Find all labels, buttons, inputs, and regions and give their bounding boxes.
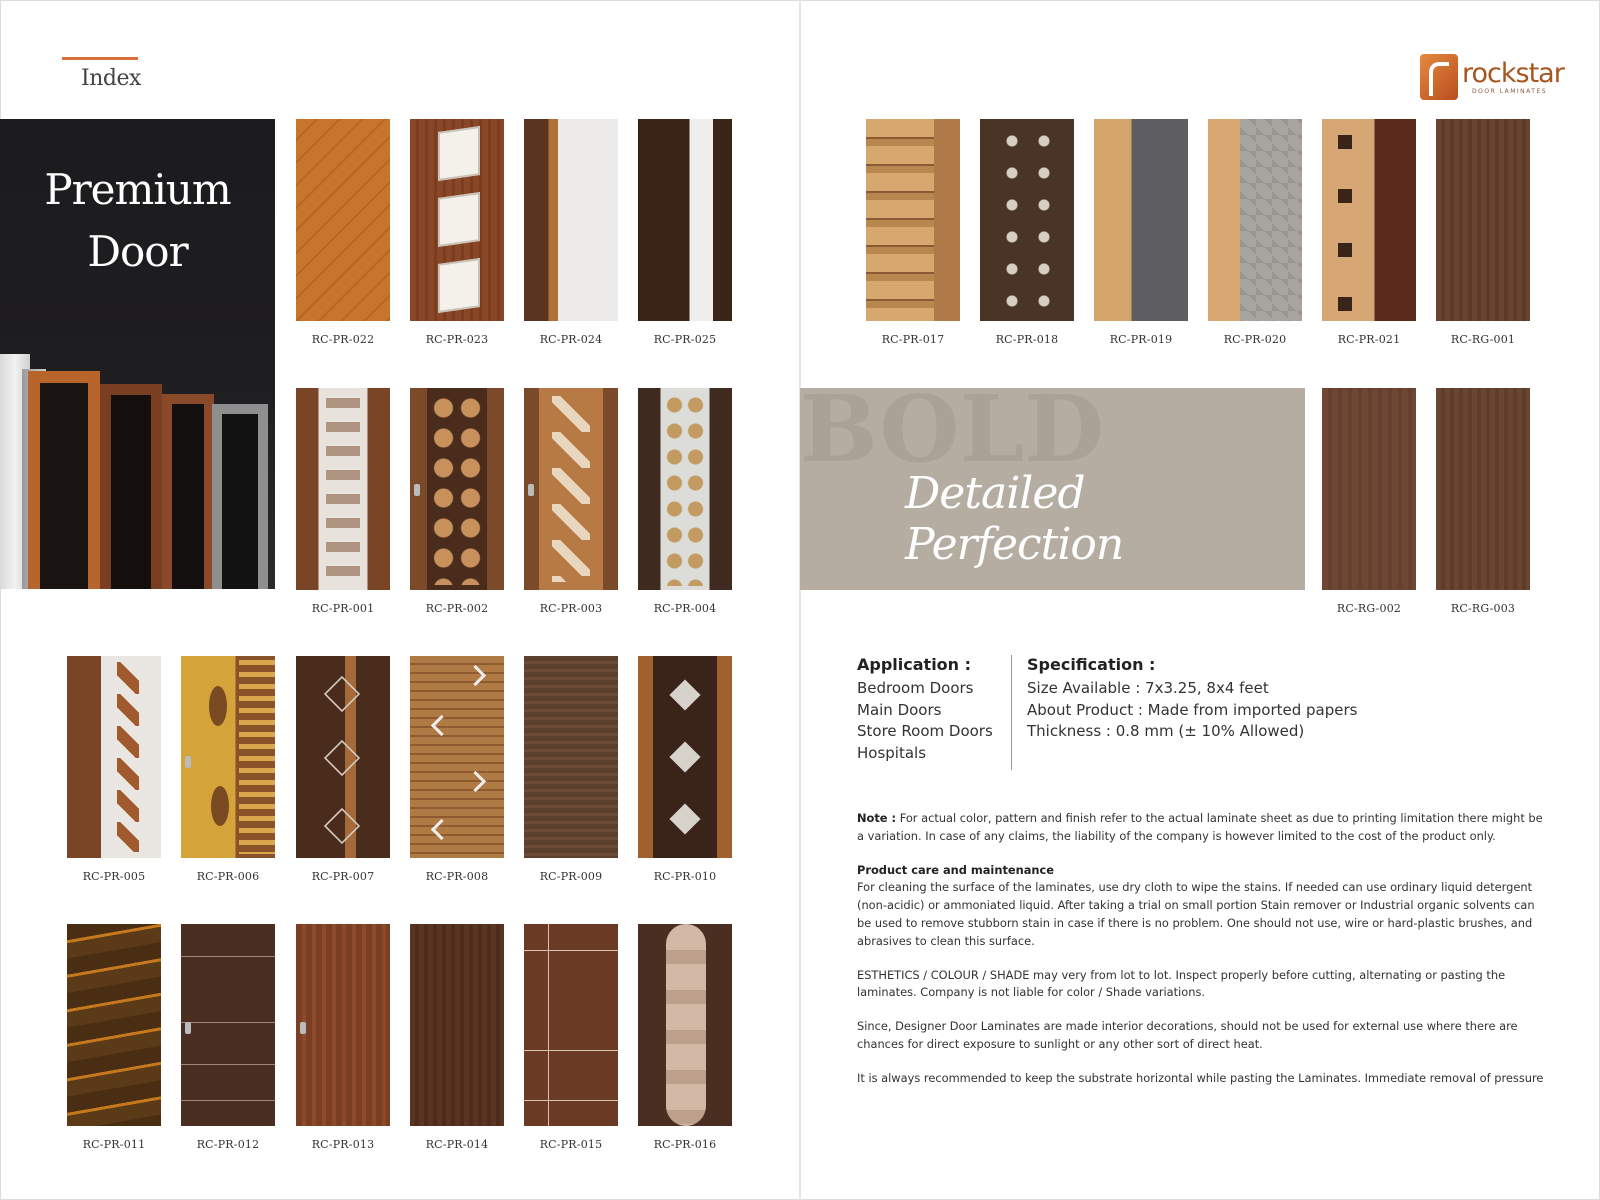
hero-door-oak <box>28 371 100 589</box>
tile-label: RC-PR-020 <box>1223 333 1287 346</box>
door-handle <box>185 756 191 768</box>
door-handle <box>414 484 420 496</box>
diamond-chain <box>117 662 139 852</box>
chevron-icon <box>431 819 452 840</box>
square-dot-pattern <box>996 125 1060 315</box>
tile-label: RC-PR-013 <box>311 1138 375 1151</box>
laminate-swatch-rc-pr-017[interactable] <box>866 119 960 321</box>
note-text: For actual color, pattern and finish refer to the actual laminate sheet as due to printing limitation there might be a variation. In case of any claims, the liability of the company is however limited to the cost of the product only. <box>857 811 1543 843</box>
application-item: Hospitals <box>857 743 927 762</box>
tile-label: RC-PR-001 <box>311 602 375 615</box>
laminate-swatch-rc-pr-010[interactable] <box>638 656 732 858</box>
door-handle <box>528 484 534 496</box>
bamboo-panel-1 <box>438 126 480 181</box>
laminate-swatch-rc-pr-025[interactable] <box>638 119 732 321</box>
floral-pattern <box>664 392 706 586</box>
laminate-swatch-rc-pr-022[interactable] <box>296 119 390 321</box>
laminate-swatch-rc-pr-012[interactable] <box>181 924 275 1126</box>
substrate-paragraph: It is always recommended to keep the substrate horizontal while pasting the Laminates. Immediate removal of pressure <box>857 1070 1544 1085</box>
laminate-swatch-rc-pr-007[interactable] <box>296 656 390 858</box>
specification-heading: Specification : <box>1027 655 1156 674</box>
tile-label: RC-PR-024 <box>539 333 603 346</box>
door-handle <box>185 1022 191 1034</box>
laminate-swatch-rc-pr-020[interactable] <box>1208 119 1302 321</box>
diamond-ornament <box>669 679 700 710</box>
tile-label: RC-RG-001 <box>1450 333 1516 346</box>
square-ornament <box>1338 189 1352 203</box>
hero-title-line1: Premium <box>44 165 231 214</box>
stripe-bars <box>239 660 275 854</box>
specification-item: About Product : Made from imported papers <box>1027 700 1358 719</box>
laminate-swatch-rc-pr-009[interactable] <box>524 656 618 858</box>
care-notes <box>857 810 1545 1104</box>
laminate-swatch-rc-pr-023[interactable] <box>410 119 504 321</box>
tile-label: RC-RG-002 <box>1336 602 1402 615</box>
tile-label: RC-PR-011 <box>82 1138 146 1151</box>
laminate-swatch-rc-pr-019[interactable] <box>1094 119 1188 321</box>
laminate-swatch-rc-pr-013[interactable] <box>296 924 390 1126</box>
index-title: Index <box>81 66 141 91</box>
esthetics-paragraph: ESTHETICS / COLOUR / SHADE may very from lot to lot. Inspect properly before cutting, alternating or pasting the laminates. Company is not liable for color / Shade variations. <box>857 967 1506 1000</box>
diamond-motifs <box>552 396 590 582</box>
rockstar-logo <box>1420 52 1564 102</box>
tile-label: RC-PR-012 <box>196 1138 260 1151</box>
banner-watermark-text: BOLD <box>800 388 1105 483</box>
square-ornament <box>1338 135 1352 149</box>
tile-label: RC-RG-003 <box>1450 602 1516 615</box>
vertical-groove <box>548 924 549 1126</box>
laminate-swatch-rc-pr-024[interactable] <box>524 119 618 321</box>
tile-label: RC-PR-023 <box>425 333 489 346</box>
wave-band <box>666 924 706 1126</box>
laminate-swatch-rc-pr-014[interactable] <box>410 924 504 1126</box>
groove-line <box>181 1100 275 1101</box>
spec-divider <box>1011 655 1012 770</box>
groove-line <box>181 956 275 957</box>
page-spine <box>799 0 801 1200</box>
logo-wordmark: rockstar <box>1462 58 1564 89</box>
tile-label: RC-PR-018 <box>995 333 1059 346</box>
laminate-swatch-rc-pr-015[interactable] <box>524 924 618 1126</box>
care-text: For cleaning the surface of the laminates, use dry cloth to wipe the stains. If needed can use ordinary liquid detergent (non-acidic) or ammoniated liquid. After taking a trial on small portion Stain remover or Industrial organic solvents can be used to remove stubborn stain in case if there is no problem. One should not use, wire or hard-plastic brushes, and abrasives to clean this surface. <box>857 880 1535 948</box>
external-use-paragraph: Since, Designer Door Laminates are made interior decorations, should not be used for external use where there are chances for direct exposure to sunlight or any other sort of direct heat. <box>857 1019 1518 1051</box>
laminate-swatch-rc-pr-002[interactable] <box>410 388 504 590</box>
tile-label: RC-PR-005 <box>82 870 146 883</box>
leaf-icon <box>211 786 229 826</box>
premium-door-hero <box>0 119 275 589</box>
groove-line <box>524 950 618 951</box>
tile-label: RC-PR-007 <box>311 870 375 883</box>
tile-label: RC-PR-003 <box>539 602 603 615</box>
laminate-swatch-rc-rg-003[interactable] <box>1436 388 1530 590</box>
tile-label: RC-PR-019 <box>1109 333 1173 346</box>
logo-tagline: DOOR LAMINATES <box>1472 88 1548 95</box>
application-item: Bedroom Doors <box>857 679 974 697</box>
laminate-swatch-rc-pr-018[interactable] <box>980 119 1074 321</box>
tile-label: RC-PR-025 <box>653 333 717 346</box>
laminate-swatch-rc-pr-016[interactable] <box>638 924 732 1126</box>
banner-script-text: Detailed Perfection <box>905 468 1124 570</box>
scroll-ornament <box>326 398 360 580</box>
laminate-swatch-rc-pr-021[interactable] <box>1322 119 1416 321</box>
rockstar-logo-mark <box>1420 54 1458 100</box>
hero-door-teak <box>162 394 214 589</box>
square-ornament <box>324 676 360 712</box>
hero-door-silver <box>212 404 268 589</box>
laminate-swatch-rc-pr-004[interactable] <box>638 388 732 590</box>
laminate-swatch-rc-pr-006[interactable] <box>181 656 275 858</box>
care-paragraph <box>857 862 1545 951</box>
leaf-icon <box>209 686 227 726</box>
laminate-swatch-rc-rg-002[interactable] <box>1322 388 1416 590</box>
note-label: Note : <box>857 811 897 825</box>
chevron-icon <box>465 771 486 792</box>
hexagon-motifs <box>430 393 484 585</box>
bamboo-panel-3 <box>438 258 480 313</box>
tile-label: RC-PR-009 <box>539 870 603 883</box>
tile-label: RC-PR-010 <box>653 870 717 883</box>
note-paragraph <box>857 810 1545 846</box>
tile-label: RC-PR-002 <box>425 602 489 615</box>
tile-label: RC-PR-006 <box>196 870 260 883</box>
groove-line <box>181 1022 275 1023</box>
index-accent-rule <box>62 57 138 60</box>
laminate-swatch-rc-pr-005[interactable] <box>67 656 161 858</box>
tile-label: RC-PR-008 <box>425 870 489 883</box>
chevron-icon <box>465 665 486 686</box>
groove-line <box>524 1100 618 1101</box>
application-column <box>857 655 993 764</box>
cube-pattern <box>1240 119 1302 321</box>
square-ornament <box>1338 243 1352 257</box>
tile-label: RC-PR-004 <box>653 602 717 615</box>
tile-label: RC-PR-022 <box>311 333 375 346</box>
plank-stack <box>866 119 934 321</box>
tile-label: RC-PR-015 <box>539 1138 603 1151</box>
specification-item: Size Available : 7x3.25, 8x4 feet <box>1027 679 1269 697</box>
hero-title-line2: Door <box>87 227 188 276</box>
hero-door-walnut <box>100 384 162 589</box>
detailed-perfection-banner <box>800 388 1305 590</box>
application-item: Main Doors <box>857 700 942 719</box>
square-ornament <box>324 740 360 776</box>
laminate-swatch-rc-pr-011[interactable] <box>67 924 161 1126</box>
groove-line <box>181 1064 275 1065</box>
door-handle <box>300 1022 306 1034</box>
care-title: Product care and maintenance <box>857 862 1055 877</box>
bamboo-panel-2 <box>438 192 480 247</box>
laminate-swatch-rc-pr-003[interactable] <box>524 388 618 590</box>
laminate-swatch-rc-pr-001[interactable] <box>296 388 390 590</box>
tile-label: RC-PR-014 <box>425 1138 489 1151</box>
specification-column <box>1027 655 1357 743</box>
tile-label: RC-PR-017 <box>881 333 945 346</box>
groove-line <box>524 1050 618 1051</box>
tile-label: RC-PR-021 <box>1337 333 1401 346</box>
application-heading: Application : <box>857 655 972 674</box>
diamond-ornament <box>669 803 700 834</box>
tile-label: RC-PR-016 <box>653 1138 717 1151</box>
application-item: Store Room Doors <box>857 722 993 740</box>
laminate-swatch-rc-rg-001[interactable] <box>1436 119 1530 321</box>
chevron-icon <box>431 715 452 736</box>
square-ornament <box>324 808 360 844</box>
diamond-ornament <box>669 741 700 772</box>
specification-item: Thickness : 0.8 mm (± 10% Allowed) <box>1027 722 1305 740</box>
laminate-swatch-rc-pr-008[interactable] <box>410 656 504 858</box>
square-ornament <box>1338 297 1352 311</box>
